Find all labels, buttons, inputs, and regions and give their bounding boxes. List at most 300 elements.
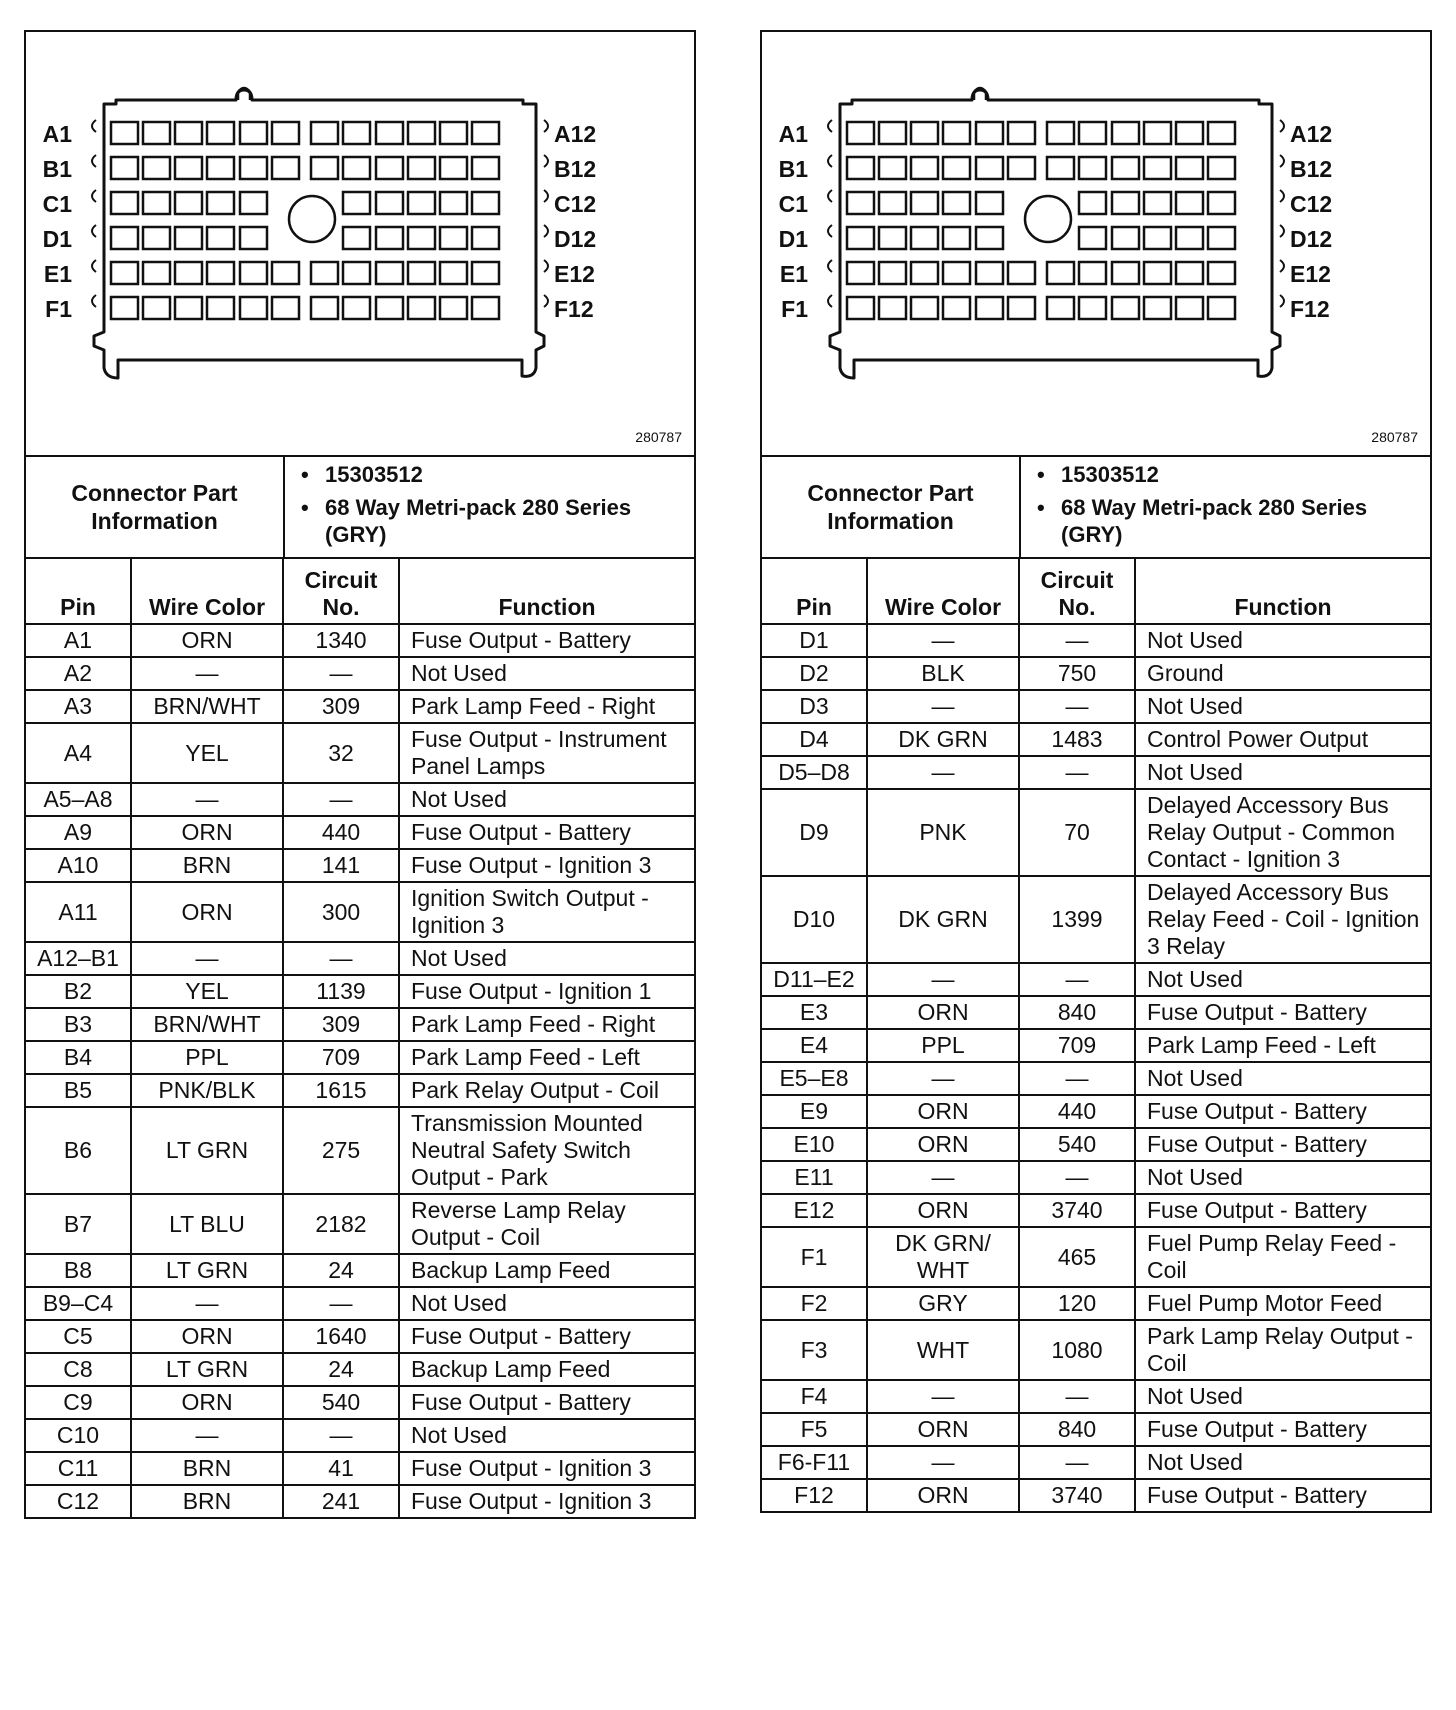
pin-cell: E4 [762, 1029, 867, 1062]
function-cell: Fuse Output - Ignition 3 [399, 1452, 694, 1485]
pin-cell: D3 [762, 690, 867, 723]
pin-cell: A1 [26, 624, 131, 657]
circuit-cell: 440 [1019, 1095, 1135, 1128]
wire-color-cell: ORN [131, 1320, 283, 1353]
row-label-right: D12 [554, 226, 597, 252]
connector-center-boss [289, 196, 335, 242]
row-label-right: A12 [1290, 121, 1333, 147]
row-label-left: C1 [778, 191, 808, 217]
pin-cavity [911, 157, 938, 179]
pin-cavity [240, 262, 267, 284]
pin-cell: E3 [762, 996, 867, 1029]
row-bracket [92, 155, 96, 167]
circuit-cell: 750 [1019, 657, 1135, 690]
row-bracket [92, 225, 96, 237]
pin-cavity [976, 297, 1003, 319]
pin-cavity [879, 192, 906, 214]
pin-cavity [272, 297, 299, 319]
function-cell: Backup Lamp Feed [399, 1353, 694, 1386]
pin-cell: D10 [762, 876, 867, 963]
pin-cavity [1047, 262, 1074, 284]
pin-cavity [1112, 122, 1139, 144]
function-cell: Control Power Output [1135, 723, 1430, 756]
row-label-right: C12 [554, 191, 597, 217]
pin-cavity [1008, 122, 1035, 144]
pin-cavity [440, 192, 467, 214]
circuit-cell: — [283, 657, 399, 690]
table-row [762, 1227, 1430, 1287]
pin-cell: C8 [26, 1353, 131, 1386]
pin-cell: D1 [762, 624, 867, 657]
pin-cavity [943, 157, 970, 179]
connector-panel-left [24, 30, 696, 1519]
row-label-left: F1 [45, 296, 72, 322]
function-cell: Not Used [1135, 1380, 1430, 1413]
table-row [762, 624, 1430, 657]
row-bracket [828, 225, 832, 237]
row-bracket [544, 295, 548, 307]
pin-cavity [272, 122, 299, 144]
function-cell: Not Used [1135, 756, 1430, 789]
pin-cavity [311, 122, 338, 144]
circuit-cell: — [1019, 756, 1135, 789]
pin-cavity [311, 297, 338, 319]
pin-cavity [847, 122, 874, 144]
pin-cavity [207, 157, 234, 179]
pin-cavity [1112, 262, 1139, 284]
pin-cell: A11 [26, 882, 131, 942]
wire-color-cell: BRN [131, 1452, 283, 1485]
part-number: 15303512 [1061, 462, 1159, 487]
pin-cavity [272, 262, 299, 284]
wire-color-cell: BRN/WHT [131, 690, 283, 723]
table-row [762, 1287, 1430, 1320]
pin-cavity [1208, 297, 1235, 319]
function-cell: Fuse Output - Battery [1135, 996, 1430, 1029]
circuit-cell: 1340 [283, 624, 399, 657]
pin-cavity [207, 297, 234, 319]
pin-cavity [472, 157, 499, 179]
wire-color-cell: ORN [867, 996, 1019, 1029]
circuit-cell: — [1019, 1161, 1135, 1194]
pin-cell: F5 [762, 1413, 867, 1446]
circuit-cell: 840 [1019, 996, 1135, 1029]
pin-cavity [943, 192, 970, 214]
wire-color-cell: PNK/BLK [131, 1074, 283, 1107]
function-cell: Fuse Output - Instrument Panel Lamps [399, 723, 694, 783]
row-bracket [92, 260, 96, 272]
wire-color-cell: YEL [131, 975, 283, 1008]
pin-cell: C10 [26, 1419, 131, 1452]
wire-color-cell: — [867, 756, 1019, 789]
pin-cavity [1008, 157, 1035, 179]
row-label-right: F12 [1290, 296, 1330, 322]
connector-center-boss [1025, 196, 1071, 242]
circuit-cell: 3740 [1019, 1479, 1135, 1511]
function-cell: Fuse Output - Ignition 3 [399, 1485, 694, 1517]
pin-cavity [943, 122, 970, 144]
function-cell: Ignition Switch Output - Ignition 3 [399, 882, 694, 942]
table-row [762, 876, 1430, 963]
table-row [26, 783, 694, 816]
table-row [26, 1353, 694, 1386]
wire-color-cell: ORN [867, 1128, 1019, 1161]
pin-cavity [240, 157, 267, 179]
wire-color-cell: — [867, 963, 1019, 996]
pin-cavity [343, 227, 370, 249]
table-row [26, 849, 694, 882]
pin-cavity [847, 157, 874, 179]
pin-cell: E10 [762, 1128, 867, 1161]
table-row [762, 1095, 1430, 1128]
pin-cell: B7 [26, 1194, 131, 1254]
table-row [762, 1446, 1430, 1479]
pin-cell: F6-F11 [762, 1446, 867, 1479]
pin-cavity [343, 262, 370, 284]
wire-color-cell: ORN [867, 1413, 1019, 1446]
part-number: 15303512 [325, 462, 423, 487]
circuit-cell: 1640 [283, 1320, 399, 1353]
circuit-cell: 1399 [1019, 876, 1135, 963]
pin-cavity [943, 227, 970, 249]
pin-cell: A3 [26, 690, 131, 723]
function-cell: Fuse Output - Ignition 3 [399, 849, 694, 882]
row-label-left: D1 [42, 226, 72, 252]
table-row [762, 1194, 1430, 1227]
table-row [762, 657, 1430, 690]
wire-color-cell: — [131, 783, 283, 816]
pin-cavity [175, 262, 202, 284]
row-label-left: E1 [779, 261, 808, 287]
pin-cavity [1144, 227, 1171, 249]
circuit-cell: 465 [1019, 1227, 1135, 1287]
header-circuit: Circuit No. [1019, 559, 1135, 624]
wire-color-cell: — [131, 942, 283, 975]
table-row [26, 1320, 694, 1353]
circuit-cell: — [283, 1287, 399, 1320]
function-cell: Backup Lamp Feed [399, 1254, 694, 1287]
pin-cavity [879, 157, 906, 179]
pin-cavity [143, 122, 170, 144]
pin-cell: D4 [762, 723, 867, 756]
pin-cell: D11–E2 [762, 963, 867, 996]
table-row [762, 1062, 1430, 1095]
circuit-cell: 540 [283, 1386, 399, 1419]
pin-cavity [976, 262, 1003, 284]
circuit-cell: — [1019, 1380, 1135, 1413]
circuit-cell: 1615 [283, 1074, 399, 1107]
row-label-left: B1 [42, 156, 72, 182]
wire-color-cell: YEL [131, 723, 283, 783]
row-bracket [828, 260, 832, 272]
circuit-cell: — [283, 783, 399, 816]
function-cell: Fuse Output - Battery [1135, 1095, 1430, 1128]
table-row [762, 789, 1430, 876]
pin-cavity [472, 122, 499, 144]
table-row [26, 1485, 694, 1517]
header-function: Function [399, 559, 694, 624]
wire-color-cell: PPL [131, 1041, 283, 1074]
row-label-right: B12 [554, 156, 597, 182]
header-pin: Pin [762, 559, 867, 624]
function-cell: Not Used [1135, 1161, 1430, 1194]
wire-color-cell: ORN [867, 1194, 1019, 1227]
pin-cavity [143, 262, 170, 284]
function-cell: Fuse Output - Battery [399, 1320, 694, 1353]
row-label-right: B12 [1290, 156, 1333, 182]
pin-cavity [472, 262, 499, 284]
wire-color-cell: — [867, 1161, 1019, 1194]
header-function: Function [1135, 559, 1430, 624]
function-cell: Fuse Output - Battery [399, 1386, 694, 1419]
wire-color-cell: LT GRN [131, 1107, 283, 1194]
circuit-cell: 24 [283, 1353, 399, 1386]
pin-cavity [1079, 262, 1106, 284]
pin-cavity [1047, 122, 1074, 144]
pin-cavity [472, 227, 499, 249]
pin-cell: F2 [762, 1287, 867, 1320]
table-row [26, 1419, 694, 1452]
pin-cavity [1176, 122, 1203, 144]
pin-cavity [408, 227, 435, 249]
circuit-cell: 1139 [283, 975, 399, 1008]
wire-color-cell: DK GRN/ WHT [867, 1227, 1019, 1287]
pin-cavity [111, 157, 138, 179]
pinout-table [762, 559, 1430, 1511]
connector-diagram [762, 32, 1430, 457]
pin-cavity [1176, 157, 1203, 179]
pin-cavity [847, 192, 874, 214]
function-cell: Not Used [1135, 690, 1430, 723]
pin-cavity [1144, 297, 1171, 319]
pin-cavity [343, 297, 370, 319]
pin-cavity [175, 192, 202, 214]
circuit-cell: — [283, 942, 399, 975]
wire-color-cell: ORN [131, 1386, 283, 1419]
pin-cavity [1144, 157, 1171, 179]
function-cell: Reverse Lamp Relay Output - Coil [399, 1194, 694, 1254]
figure-number: 280787 [1371, 429, 1418, 445]
circuit-cell: — [1019, 690, 1135, 723]
pin-cavity [911, 297, 938, 319]
pin-cavity [1047, 297, 1074, 319]
pin-cavity [1144, 262, 1171, 284]
pin-cell: F12 [762, 1479, 867, 1511]
pin-cell: B2 [26, 975, 131, 1008]
function-cell: Ground [1135, 657, 1430, 690]
pin-cell: A12–B1 [26, 942, 131, 975]
row-bracket [1280, 155, 1284, 167]
pin-cavity [408, 192, 435, 214]
table-row [26, 1074, 694, 1107]
circuit-cell: — [283, 1419, 399, 1452]
connector-housing [830, 90, 1280, 378]
circuit-cell: 300 [283, 882, 399, 942]
circuit-cell: 440 [283, 816, 399, 849]
pin-cavity [343, 192, 370, 214]
pin-cavity [911, 192, 938, 214]
circuit-cell: — [1019, 1446, 1135, 1479]
function-cell: Fuse Output - Battery [399, 816, 694, 849]
pin-cavity [143, 297, 170, 319]
pin-cavity [272, 157, 299, 179]
row-label-right: E12 [554, 261, 595, 287]
pin-cavity [343, 157, 370, 179]
wire-color-cell: LT GRN [131, 1254, 283, 1287]
wire-color-cell: ORN [867, 1095, 1019, 1128]
table-row [762, 1479, 1430, 1511]
wire-color-cell: PNK [867, 789, 1019, 876]
pin-cavity [879, 227, 906, 249]
pin-cell: B5 [26, 1074, 131, 1107]
row-bracket [828, 295, 832, 307]
pin-cavity [943, 262, 970, 284]
table-row [762, 963, 1430, 996]
pin-cavity [1144, 192, 1171, 214]
header-pin: Pin [26, 559, 131, 624]
function-cell: Fuse Output - Battery [1135, 1194, 1430, 1227]
wire-color-cell: — [131, 657, 283, 690]
function-cell: Fuse Output - Battery [1135, 1479, 1430, 1511]
pin-cavity [408, 157, 435, 179]
wire-color-cell: — [867, 1062, 1019, 1095]
circuit-cell: 709 [283, 1041, 399, 1074]
table-row [762, 996, 1430, 1029]
table-row [26, 624, 694, 657]
table-row [26, 1386, 694, 1419]
pin-cavity [1112, 192, 1139, 214]
circuit-cell: 70 [1019, 789, 1135, 876]
pin-cell: D5–D8 [762, 756, 867, 789]
table-row [26, 1452, 694, 1485]
pin-cell: C9 [26, 1386, 131, 1419]
pin-cavity [879, 297, 906, 319]
circuit-cell: 1080 [1019, 1320, 1135, 1380]
pin-cavity [472, 297, 499, 319]
connector-panel-right [760, 30, 1432, 1513]
function-cell: Delayed Accessory Bus Relay Feed - Coil - Ignition 3 Relay [1135, 876, 1430, 963]
pin-cell: F4 [762, 1380, 867, 1413]
pin-cell: B3 [26, 1008, 131, 1041]
wire-color-cell: GRY [867, 1287, 1019, 1320]
circuit-cell: 309 [283, 1008, 399, 1041]
row-label-right: F12 [554, 296, 594, 322]
pin-cavity [440, 157, 467, 179]
circuit-cell: — [1019, 1062, 1135, 1095]
function-cell: Park Lamp Relay Output - Coil [1135, 1320, 1430, 1380]
pin-cell: E11 [762, 1161, 867, 1194]
pin-cavity [1144, 122, 1171, 144]
function-cell: Not Used [1135, 963, 1430, 996]
function-cell: Park Lamp Feed - Right [399, 690, 694, 723]
circuit-cell: — [1019, 624, 1135, 657]
pin-cell: A2 [26, 657, 131, 690]
pin-cavity [1208, 227, 1235, 249]
circuit-cell: 241 [283, 1485, 399, 1517]
pin-cell: D2 [762, 657, 867, 690]
circuit-cell: 3740 [1019, 1194, 1135, 1227]
pin-cavity [240, 192, 267, 214]
pin-cell: A10 [26, 849, 131, 882]
pin-cavity [111, 262, 138, 284]
function-cell: Fuel Pump Motor Feed [1135, 1287, 1430, 1320]
pin-cavity [1008, 262, 1035, 284]
table-row [762, 756, 1430, 789]
pin-cavity [1079, 157, 1106, 179]
pin-cavity [175, 297, 202, 319]
pin-cavity [408, 297, 435, 319]
table-row [26, 1287, 694, 1320]
pin-cavity [911, 262, 938, 284]
table-row [26, 882, 694, 942]
function-cell: Park Lamp Feed - Right [399, 1008, 694, 1041]
pin-cavity [1176, 192, 1203, 214]
pin-cell: E12 [762, 1194, 867, 1227]
pin-cavity [440, 122, 467, 144]
pin-cavity [1008, 297, 1035, 319]
circuit-cell: 1483 [1019, 723, 1135, 756]
function-cell: Not Used [399, 783, 694, 816]
table-row [762, 1320, 1430, 1380]
circuit-cell: 32 [283, 723, 399, 783]
pin-cavity [376, 227, 403, 249]
pin-cavity [240, 297, 267, 319]
row-bracket [1280, 260, 1284, 272]
pin-cell: B8 [26, 1254, 131, 1287]
function-cell: Not Used [399, 942, 694, 975]
function-cell: Not Used [1135, 624, 1430, 657]
pin-cavity [1079, 227, 1106, 249]
wire-color-cell: BRN [131, 849, 283, 882]
function-cell: Not Used [1135, 1446, 1430, 1479]
table-row [762, 1029, 1430, 1062]
function-cell: Fuel Pump Relay Feed - Coil [1135, 1227, 1430, 1287]
pin-cavity [1047, 157, 1074, 179]
row-label-right: C12 [1290, 191, 1333, 217]
row-bracket [1280, 295, 1284, 307]
pin-cavity [240, 227, 267, 249]
pin-cavity [207, 262, 234, 284]
function-cell: Fuse Output - Battery [1135, 1413, 1430, 1446]
pin-cavity [111, 122, 138, 144]
wire-color-cell: ORN [131, 624, 283, 657]
table-row [26, 816, 694, 849]
header-circuit: Circuit No. [283, 559, 399, 624]
pin-cavity [343, 122, 370, 144]
function-cell: Park Lamp Feed - Left [1135, 1029, 1430, 1062]
wire-color-cell: BRN/WHT [131, 1008, 283, 1041]
wire-color-cell: — [867, 690, 1019, 723]
table-row [762, 1128, 1430, 1161]
table-row [26, 657, 694, 690]
pin-cavity [111, 297, 138, 319]
circuit-cell: 41 [283, 1452, 399, 1485]
row-label-left: F1 [781, 296, 808, 322]
wire-color-cell: DK GRN [867, 876, 1019, 963]
pin-cavity [207, 122, 234, 144]
table-row [26, 723, 694, 783]
row-bracket [544, 225, 548, 237]
row-label-left: A1 [778, 121, 808, 147]
wire-color-cell: BRN [131, 1485, 283, 1517]
connector-info-label: Connector Part Information [762, 457, 1021, 557]
function-cell: Park Lamp Feed - Left [399, 1041, 694, 1074]
function-cell: Park Relay Output - Coil [399, 1074, 694, 1107]
circuit-cell: 709 [1019, 1029, 1135, 1062]
circuit-cell: 2182 [283, 1194, 399, 1254]
function-cell: Not Used [1135, 1062, 1430, 1095]
row-label-right: A12 [554, 121, 597, 147]
